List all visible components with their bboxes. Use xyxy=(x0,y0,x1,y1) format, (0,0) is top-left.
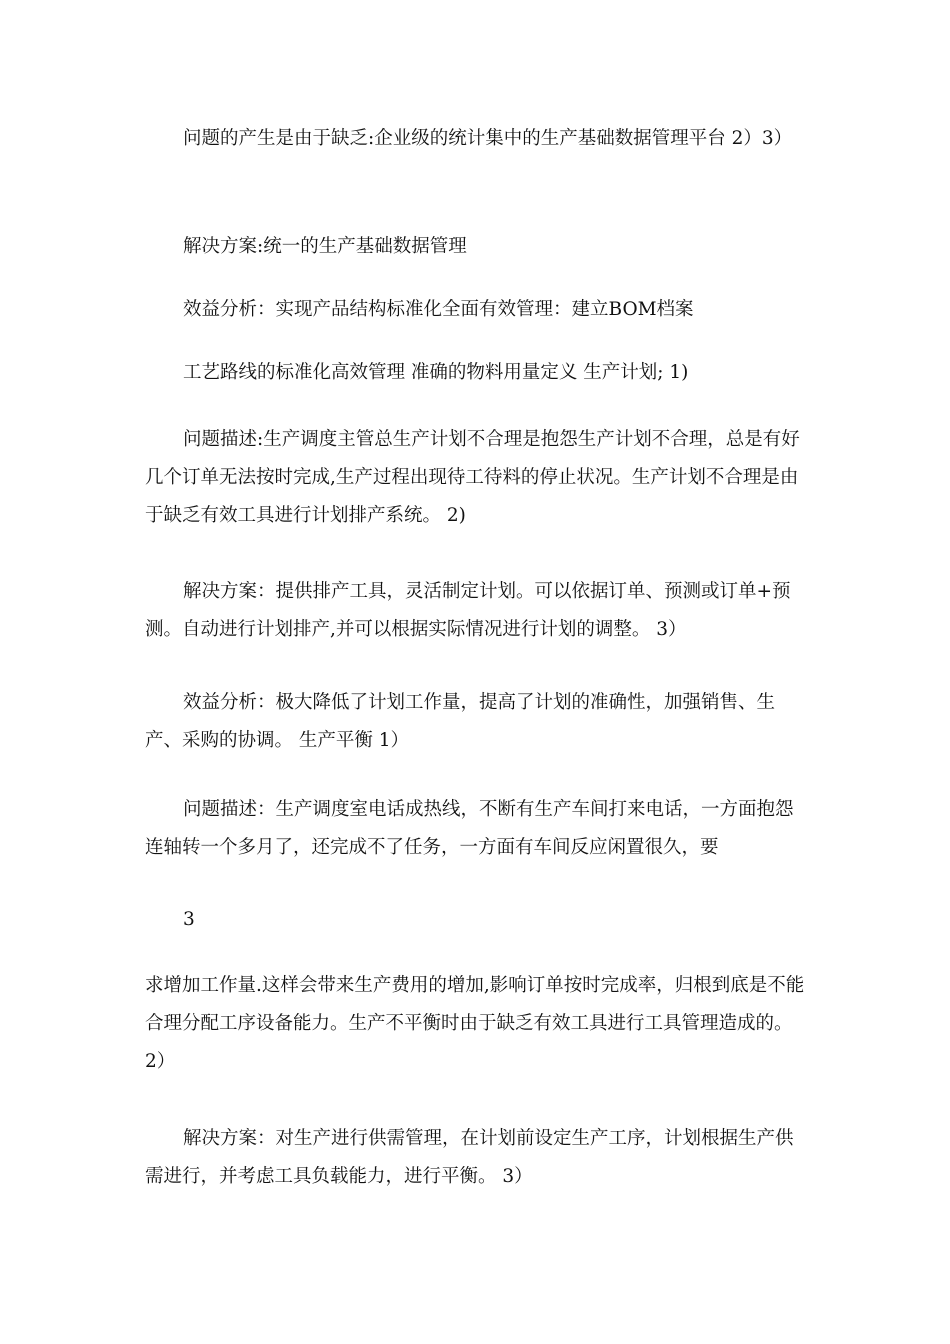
paragraph-problem-cause: 问题的产生是由于缺乏:企业级的统计集中的生产基础数据管理平台 2）3） xyxy=(183,128,793,149)
paragraph-solution-data: 解决方案:统一的生产基础数据管理 xyxy=(183,236,467,257)
paragraph-problem-planning: 问题描述:生产调度主管总生产计划不合理是抱怨生产计划不合理，总是有好几个订单无法按时完成,生产过程出现待工待料的停止状况。生产计划不合理是由于缺乏有效工具进行计划排产系统。 2) xyxy=(145,429,800,526)
paragraph-solution-balance: 解决方案：对生产进行供需管理，在计划前设定生产工序，计划根据生产供需进行，并考虑工具负载能力，进行平衡。 3） xyxy=(145,1128,794,1187)
paragraph-problem-balance: 问题描述：生产调度室电话成热线，不断有生产车间打来电话，一方面抱怨连轴转一个多月了，还完成不了任务，一方面有车间反应闲置很久，要 xyxy=(145,799,794,858)
paragraph-benefit-planning: 效益分析：极大降低了计划工作量，提高了计划的准确性，加强销售、生产、采购的协调。 生产平衡 1） xyxy=(145,692,776,751)
paragraph-balance-continued: 求增加工作量.这样会带来生产费用的增加,影响订单按时完成率，归根到底是不能合理分配工序设备能力。生产不平衡时由于缺乏有效工具进行工具管理造成的。 2） xyxy=(145,975,805,1072)
paragraph-solution-scheduling: 解决方案：提供排产工具，灵活制定计划。可以依据订单、预测或订单+预测。自动进行计划排产,并可以根据实际情况进行计划的调整。 3） xyxy=(145,581,791,640)
paragraph-benefit-bom: 效益分析：实现产品结构标准化全面有效管理：建立BOM档案 xyxy=(183,299,694,320)
paragraph-process-route: 工艺路线的标准化高效管理 准确的物料用量定义 生产计划; 1) xyxy=(183,362,689,383)
page-number: 3 xyxy=(183,909,195,930)
